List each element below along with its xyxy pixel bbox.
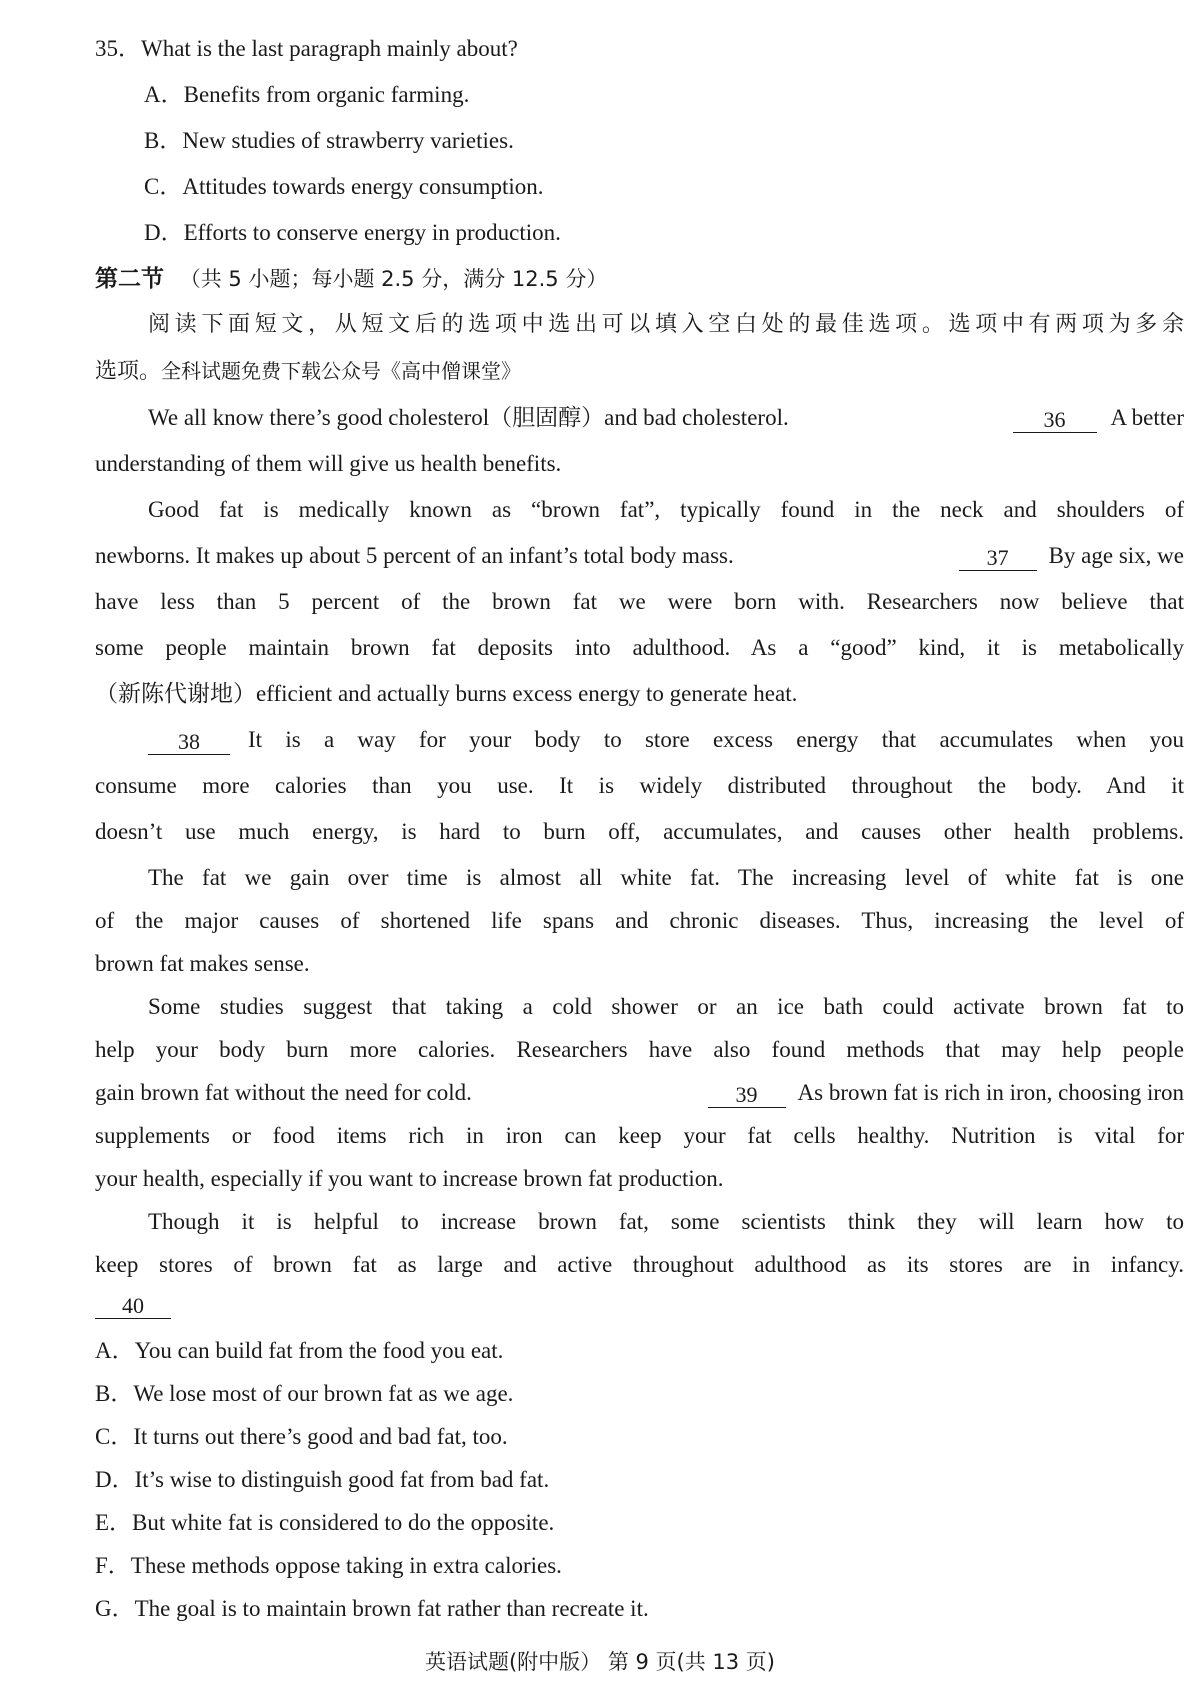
passage-p4-line-2: of the major causes of shortened life spans and chronic diseases. Thus, increasing the level of — [95, 908, 1184, 933]
question-35-option-a: A．Benefits from organic farming. — [144, 82, 470, 107]
section-header — [95, 264, 607, 294]
passage-p3-line-3: doesn’t use much energy, is hard to burn off, accumulates, and causes other health problems. — [95, 819, 1184, 844]
passage-p2-line-1: Good fat is medically known as “brown fat”, typically found in the neck and shoulders of — [148, 497, 1184, 522]
passage-p6-line-1: Though it is helpful to increase brown fat, some scientists think they will learn how to — [148, 1209, 1184, 1234]
passage-p5-line-5: your health, especially if you want to increase brown fat production. — [95, 1166, 724, 1191]
passage-p2-line-2 — [95, 541, 1184, 571]
blank-38: 38 — [148, 730, 230, 755]
answer-option-a: A．You can build fat from the food you eat. — [95, 1338, 504, 1363]
answer-option-d: D．It’s wise to distinguish good fat from bad fat. — [95, 1467, 550, 1492]
passage-p4-line-1: The fat we gain over time is almost all white fat. The increasing level of white fat is one — [148, 865, 1184, 890]
section-instruction-line-2 — [95, 356, 521, 387]
question-35-option-b: B．New studies of strawberry varieties. — [144, 128, 514, 153]
passage-p5-text-a: gain brown fat without the need for cold. — [95, 1080, 472, 1105]
question-35-stem: 35．What is the last paragraph mainly about? — [95, 36, 518, 61]
passage-p1-text-b: A better — [1110, 405, 1184, 430]
passage-p1-text-a: We all know there’s good cholesterol（胆固醇）and bad cholesterol. — [148, 405, 789, 430]
page-footer: 英语试题(附中版） 第 9 页(共 13 页) — [424, 1650, 776, 1674]
passage-p6-line-3 — [95, 1291, 171, 1321]
passage-p2-line-5: （新陈代谢地）efficient and actually burns excess energy to generate heat. — [95, 681, 798, 706]
passage-p2-text-a: newborns. It makes up about 5 percent of an infant’s total body mass. — [95, 543, 734, 568]
section-scoring: （共 5 小题；每小题 2.5 分，满分 12.5 分） — [179, 267, 608, 291]
passage-p1-line-2: understanding of them will give us health benefits. — [95, 451, 562, 476]
passage-p5-line-2: help your body burn more calories. Researchers have also found methods that may help people — [95, 1037, 1184, 1062]
question-35-option-c: C．Attitudes towards energy consumption. — [144, 174, 544, 199]
passage-p5-line-3 — [95, 1078, 1184, 1108]
passage-p2-line-3: have less than 5 percent of the brown fat we were born with. Researchers now believe that — [95, 589, 1184, 614]
answer-option-b: B．We lose most of our brown fat as we age. — [95, 1381, 514, 1406]
question-35-option-d: D．Efforts to conserve energy in production. — [144, 220, 561, 245]
passage-p3-line-2: consume more calories than you use. It is widely distributed throughout the body. And it — [95, 773, 1184, 798]
section-instruction-line-1: 阅读下面短文，从短文后的选项中选出可以填入空白处的最佳选项。选项中有两项为多余 — [148, 312, 1184, 337]
passage-p1-line-1 — [148, 403, 1184, 433]
blank-39: 39 — [708, 1083, 786, 1108]
passage-p6-line-2: keep stores of brown fat as large and active throughout adulthood as its stores are in infancy. — [95, 1252, 1184, 1277]
passage-p5-line-4: supplements or food items rich in iron can keep your fat cells healthy. Nutrition is vital for — [95, 1123, 1184, 1148]
answer-option-f: F．These methods oppose taking in extra calories. — [95, 1553, 562, 1578]
passage-p5-text-b: As brown fat is rich in iron, choosing iron — [797, 1080, 1184, 1105]
answer-option-g: G．The goal is to maintain brown fat rather than recreate it. — [95, 1596, 649, 1621]
answer-option-c: C．It turns out there’s good and bad fat, too. — [95, 1424, 508, 1449]
blank-37: 37 — [959, 546, 1037, 571]
answer-option-e: E．But white fat is considered to do the opposite. — [95, 1510, 555, 1535]
download-note: 全科试题免费下载公众号《高中僧课堂》 — [161, 359, 522, 383]
blank-40: 40 — [95, 1294, 171, 1319]
passage-p5-line-1: Some studies suggest that taking a cold shower or an ice bath could activate brown fat to — [148, 994, 1184, 1019]
blank-36: 36 — [1013, 408, 1097, 433]
passage-p3-text: It is a way for your body to store excess energy that accumulates when you — [248, 727, 1184, 752]
passage-p2-text-b: By age six, we — [1048, 543, 1184, 568]
passage-p3-line-1 — [148, 725, 1184, 755]
section-title: 第二节 — [95, 266, 164, 292]
passage-p4-line-3: brown fat makes sense. — [95, 951, 310, 976]
section-instruction-end: 选项。 — [95, 359, 162, 384]
passage-p2-line-4: some people maintain brown fat deposits into adulthood. As a “good” kind, it is metabolically — [95, 635, 1184, 660]
